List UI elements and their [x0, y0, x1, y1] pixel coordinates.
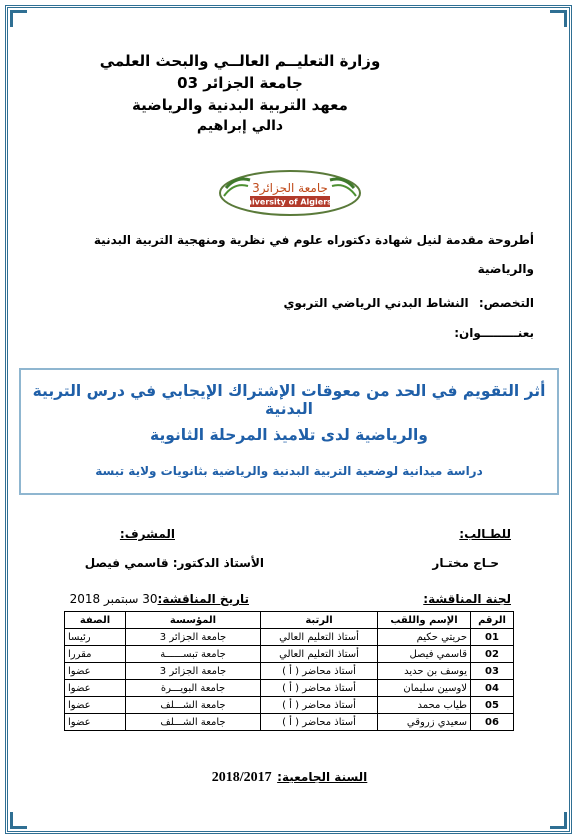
title-label: بعنـــــــــوان: [454, 326, 534, 340]
defense-date-label: تاريخ المناقشة: [157, 592, 249, 606]
member-institution: جامعة تبســــــة [126, 646, 261, 663]
committee-label: لجنة المناقشة: [423, 592, 511, 606]
table-row [65, 663, 514, 680]
academic-year-label: السنة الجامعية: [277, 770, 368, 784]
institute-name: معهد التربية البدنية والرياضية [132, 96, 348, 114]
member-institution: جامعة الجزائر 3 [126, 663, 261, 680]
column-header: الرتبة [261, 612, 378, 629]
member-name: طياب محمد [378, 697, 471, 714]
thesis-intro-line1: أطروحة مقدمة لنيل شهادة دكتوراه علوم في نظرية ومنهجية التربية البدنية [93, 233, 534, 247]
ministry-name: وزارة التعليــم العالــي والبحث العلمي [99, 52, 381, 70]
row-number: 04 [471, 680, 514, 697]
row-number: 03 [471, 663, 514, 680]
member-rank: أستاذ التعليم العالي [261, 629, 378, 646]
defense-date-value: 30 سبتمبر 2018 [69, 592, 158, 606]
university-name: جامعة الجزائر 03 [177, 74, 303, 92]
border-corner [10, 10, 27, 27]
member-rank: أستاذ محاضر ( أ ) [261, 697, 378, 714]
border-corner [550, 10, 567, 27]
student-name: حـاج مختـار [432, 556, 499, 570]
table-row [65, 646, 514, 663]
column-header: الإسم واللقب [378, 612, 471, 629]
border-corner [550, 812, 567, 829]
row-number: 02 [471, 646, 514, 663]
member-rank: أستاذ التعليم العالي [261, 646, 378, 663]
member-role: رئيسا [65, 629, 126, 646]
table-row [65, 697, 514, 714]
row-number: 05 [471, 697, 514, 714]
thesis-subtitle: دراسة ميدانية لوضعية التربية البدنية والرياضية بثانويات ولاية تبسة [95, 464, 483, 478]
specialty-line [44, 296, 534, 310]
table-row [65, 629, 514, 646]
thesis-intro-line2: والرياضية [477, 262, 534, 276]
member-role: عضوا [65, 714, 126, 731]
member-institution: جامعة الشـــلف [126, 714, 261, 731]
member-role: عضوا [65, 680, 126, 697]
specialty-value: النشاط البدني الرياضي التربوي [283, 296, 469, 310]
thesis-title-line2: والرياضية لدى تلاميذ المرحلة الثانوية [150, 426, 428, 444]
table-header-row [65, 612, 514, 629]
thesis-title-box [19, 368, 559, 495]
member-name: سعيدي زروقي [378, 714, 471, 731]
academic-year [0, 766, 579, 786]
member-name: لاوسين سليمان [378, 680, 471, 697]
row-number: 06 [471, 714, 514, 731]
member-institution: جامعة الجزائر 3 [126, 629, 261, 646]
column-header: الصفة [65, 612, 126, 629]
member-institution: جامعة البويـــرة [126, 680, 261, 697]
defense-date [70, 592, 249, 606]
member-institution: جامعة الشـــلف [126, 697, 261, 714]
member-name: يوسف بن حديد [378, 663, 471, 680]
supervisor-label: المشرف: [119, 527, 175, 541]
member-role: عضوا [65, 697, 126, 714]
row-number: 01 [471, 629, 514, 646]
member-role: عضوا [65, 663, 126, 680]
member-rank: أستاذ محاضر ( أ ) [261, 680, 378, 697]
column-header: الرقم [471, 612, 514, 629]
table-row [65, 680, 514, 697]
member-rank: أستاذ محاضر ( أ ) [261, 663, 378, 680]
logo-english-text: University of Algiers 3 [239, 197, 341, 207]
student-label: للطـالب: [459, 527, 511, 541]
member-name: قاسمي فيصل [378, 646, 471, 663]
thesis-title-line1: أثر التقويم في الحد من معوقات الإشتراك الإيجابي في درس التربية البدنية [32, 382, 546, 418]
campus-name: دالي إبراهيم [196, 118, 284, 134]
member-rank: أستاذ محاضر ( أ ) [261, 714, 378, 731]
logo-arabic-text: جامعة الجزائر3 [252, 181, 328, 195]
committee-table [64, 611, 514, 731]
column-header: المؤسسة [126, 612, 261, 629]
border-corner [10, 812, 27, 829]
specialty-label: التخصص: [478, 296, 534, 310]
supervisor-name: الأستاذ الدكتور: قاسمي فيصل [84, 556, 264, 570]
table-row [65, 714, 514, 731]
member-name: حريتي حكيم [378, 629, 471, 646]
member-role: مقررا [65, 646, 126, 663]
academic-year-value: 2018/2017 [211, 770, 272, 785]
university-logo [216, 168, 364, 218]
